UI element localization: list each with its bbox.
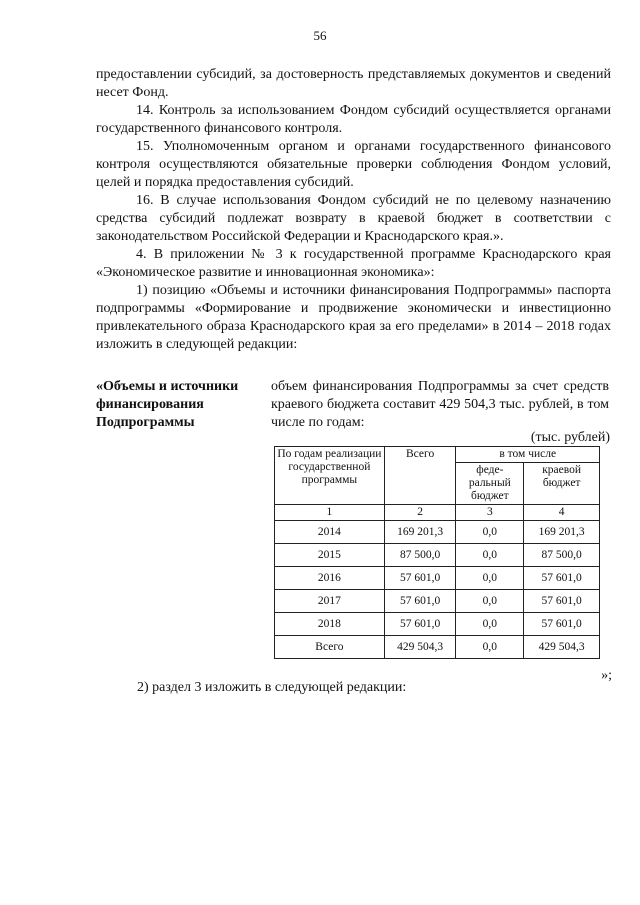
cell-total: 57 601,0 — [384, 567, 456, 590]
cell-federal: 0,0 — [456, 613, 524, 636]
paragraph: 1) позицию «Объемы и источники финансирования Подпрограммы» паспорта подпрограммы «Формирование и продвижение экономически и инвестиционно привлекательного образа Краснодарского края за его пределами» в 2014 – 2018 годах изложить в следующей редакции: — [96, 283, 611, 352]
cell-year: Всего — [275, 636, 385, 659]
col-number: 2 — [384, 505, 456, 521]
paragraph: 4. В приложении № 3 к государственной программе Краснодарского края «Экономическое развитие и инновационная экономика»: — [96, 247, 611, 280]
paragraph: 16. В случае использования Фондом субсидий не по целевому назначению средства субсидий подлежат возврату в краевой бюджет в соответствии с законодательством Российской Федерации и Краснодарского края.». — [96, 193, 611, 244]
passport-text: объем финансирования Подпрограммы за счет средств краевого бюджета составит 429 504,3 тыс. рублей, в том числе по годам: — [271, 379, 609, 430]
last-line: 2) раздел 3 изложить в следующей редакции: — [137, 680, 407, 695]
cell-total: 57 601,0 — [384, 613, 456, 636]
table-row — [275, 521, 600, 544]
col-number: 3 — [456, 505, 524, 521]
page-number: 56 — [313, 28, 327, 43]
cell-year: 2014 — [275, 521, 385, 544]
cell-federal: 0,0 — [456, 636, 524, 659]
table-row — [275, 590, 600, 613]
cell-federal: 0,0 — [456, 567, 524, 590]
cell-regional: 169 201,3 — [524, 521, 600, 544]
cell-total: 87 500,0 — [384, 544, 456, 567]
financing-table — [274, 446, 600, 659]
table-row — [275, 613, 600, 636]
table-row — [275, 544, 600, 567]
table-total-row — [275, 636, 600, 659]
cell-regional: 57 601,0 — [524, 613, 600, 636]
cell-federal: 0,0 — [456, 544, 524, 567]
table-colnum-row — [275, 505, 600, 521]
cell-total: 169 201,3 — [384, 521, 456, 544]
cell-federal: 0,0 — [456, 521, 524, 544]
cell-regional: 57 601,0 — [524, 590, 600, 613]
passport-label: «Объемы и источники финансирования Подпрограммы — [96, 379, 239, 430]
cell-year: 2016 — [275, 567, 385, 590]
cell-total: 429 504,3 — [384, 636, 456, 659]
cell-federal: 0,0 — [456, 590, 524, 613]
cell-regional: 57 601,0 — [524, 567, 600, 590]
paragraph: предоставлении субсидий, за достоверность представляемых документов и сведений несет Фонд. — [96, 67, 611, 100]
cell-regional: 429 504,3 — [524, 636, 600, 659]
closing-quote: »; — [601, 668, 612, 683]
header-regional: краевой бюджет — [524, 463, 600, 505]
header-federal: феде-ральный бюджет — [456, 463, 524, 505]
cell-total: 57 601,0 — [384, 590, 456, 613]
table-row — [275, 567, 600, 590]
cell-year: 2015 — [275, 544, 385, 567]
header-total: Всего — [384, 447, 456, 505]
paragraph: 14. Контроль за использованием Фондом субсидий осуществляется органами государственного финансового контроля. — [96, 103, 611, 136]
cell-year: 2018 — [275, 613, 385, 636]
header-years: По годам реализации государственной программы — [275, 447, 385, 505]
document-body — [96, 66, 611, 354]
cell-regional: 87 500,0 — [524, 544, 600, 567]
header-including: в том числе — [456, 447, 600, 463]
table-units: (тыс. рублей) — [530, 430, 610, 445]
cell-year: 2017 — [275, 590, 385, 613]
col-number: 4 — [524, 505, 600, 521]
table-header-row — [275, 447, 600, 463]
col-number: 1 — [275, 505, 385, 521]
paragraph: 15. Уполномоченным органом и органами государственного финансового контроля осуществляются обязательные проверки соблюдения Фондом условий, целей и порядка предоставления субсидий. — [96, 139, 611, 190]
